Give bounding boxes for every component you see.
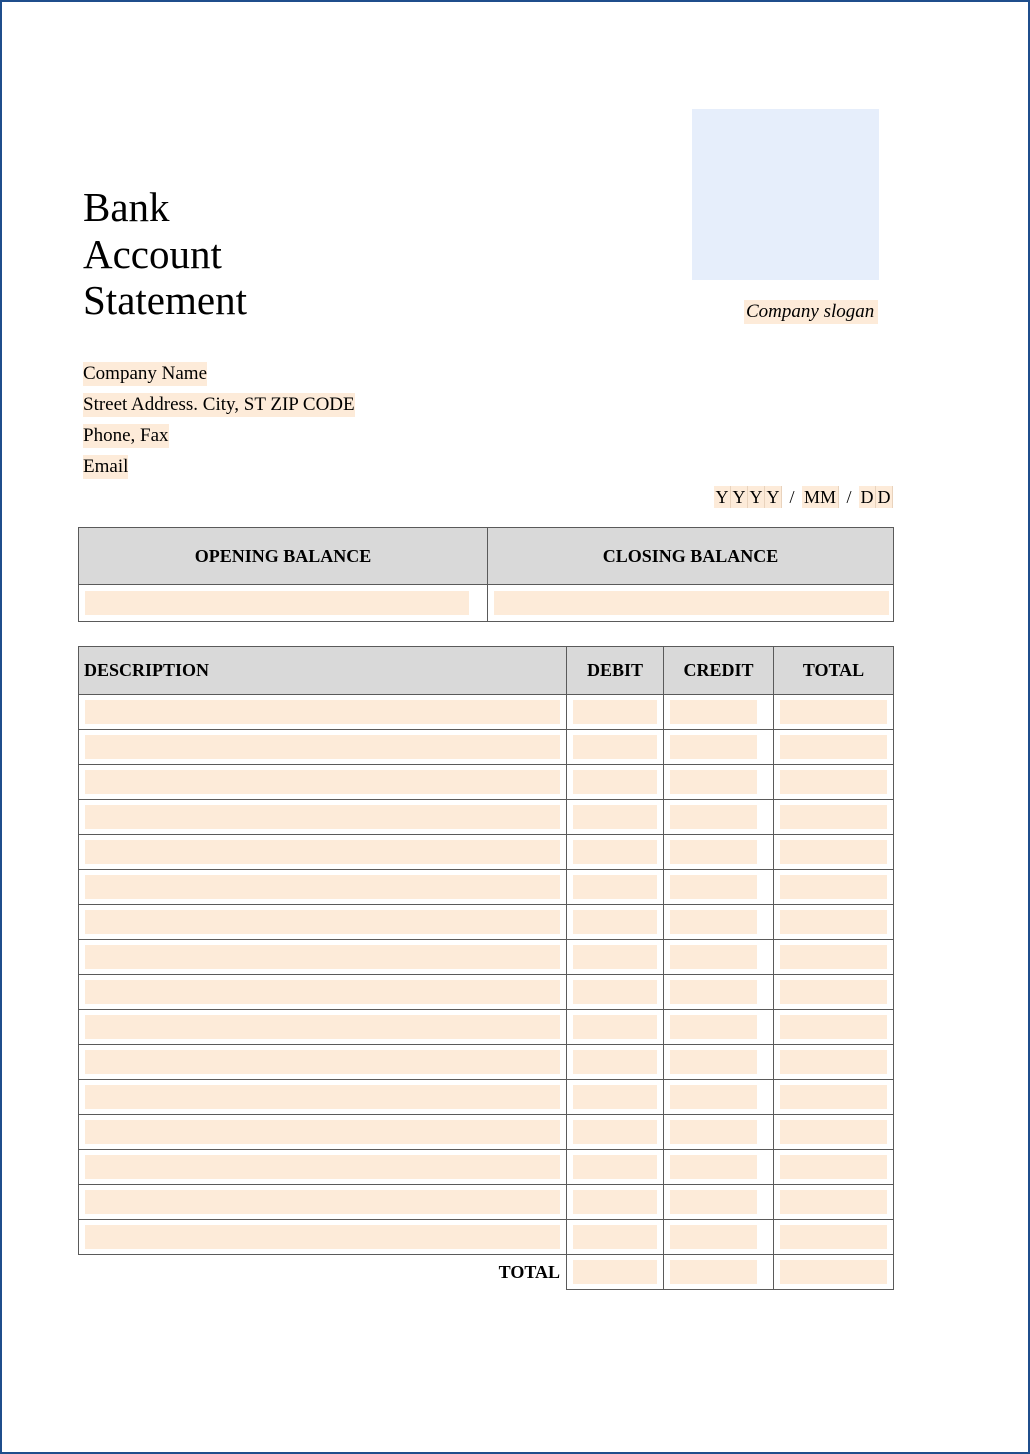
- closing-balance-input[interactable]: [494, 591, 889, 615]
- opening-balance-input[interactable]: [85, 591, 469, 615]
- credit-cell[interactable]: [664, 940, 774, 975]
- total-cell[interactable]: [774, 1150, 894, 1185]
- table-row: [79, 1150, 894, 1185]
- description-input[interactable]: [85, 1050, 560, 1074]
- credit-cell[interactable]: [664, 1045, 774, 1080]
- table-row: [79, 695, 894, 730]
- debit-cell[interactable]: [567, 1185, 664, 1220]
- credit-input[interactable]: [670, 980, 757, 1004]
- credit-cell[interactable]: [664, 1080, 774, 1115]
- credit-cell[interactable]: [664, 1220, 774, 1255]
- total-cell[interactable]: [774, 695, 894, 730]
- total-input[interactable]: [780, 805, 887, 829]
- company-slogan[interactable]: Company slogan: [744, 300, 878, 324]
- credit-input[interactable]: [670, 1120, 757, 1144]
- debit-cell[interactable]: [567, 695, 664, 730]
- credit-cell[interactable]: [664, 695, 774, 730]
- description-cell[interactable]: [79, 975, 567, 1010]
- transactions-body: [79, 695, 894, 1255]
- date-char[interactable]: Y: [748, 486, 765, 508]
- total-input[interactable]: [780, 1155, 887, 1179]
- total-cell[interactable]: [774, 1220, 894, 1255]
- total-cell[interactable]: [774, 1185, 894, 1220]
- credit-input[interactable]: [670, 805, 757, 829]
- description-input[interactable]: [85, 1190, 560, 1214]
- total-credit-input[interactable]: [670, 1260, 757, 1284]
- total-label: TOTAL: [498, 1261, 560, 1282]
- total-total-cell[interactable]: [774, 1255, 894, 1290]
- total-cell[interactable]: [774, 1115, 894, 1150]
- date-char[interactable]: D: [876, 486, 893, 508]
- total-input[interactable]: [780, 1050, 887, 1074]
- company-name-field[interactable]: Company Name: [83, 363, 208, 384]
- debit-cell[interactable]: [567, 800, 664, 835]
- debit-input[interactable]: [573, 1225, 657, 1249]
- description-cell[interactable]: [79, 695, 567, 730]
- description-input[interactable]: [85, 1120, 560, 1144]
- credit-input[interactable]: [670, 1190, 757, 1214]
- debit-input[interactable]: [573, 735, 657, 759]
- debit-cell[interactable]: [567, 835, 664, 870]
- description-cell[interactable]: [79, 1185, 567, 1220]
- description-input[interactable]: [85, 910, 560, 934]
- description-cell[interactable]: [79, 800, 567, 835]
- total-input[interactable]: [780, 910, 887, 934]
- description-input[interactable]: [85, 980, 560, 1004]
- description-input[interactable]: [85, 735, 560, 759]
- credit-cell[interactable]: [664, 1010, 774, 1045]
- debit-input[interactable]: [573, 1050, 657, 1074]
- total-input[interactable]: [780, 980, 887, 1004]
- credit-input[interactable]: [670, 770, 757, 794]
- debit-header: DEBIT: [567, 647, 664, 695]
- table-row: [79, 835, 894, 870]
- description-header: DESCRIPTION: [79, 647, 567, 695]
- table-row: [79, 800, 894, 835]
- description-cell[interactable]: [79, 905, 567, 940]
- credit-input[interactable]: [670, 1085, 757, 1109]
- phone-fax-field[interactable]: Phone, Fax: [83, 425, 169, 446]
- debit-input[interactable]: [573, 840, 657, 864]
- date-char[interactable]: Y: [731, 486, 748, 508]
- description-input[interactable]: [85, 805, 560, 829]
- total-input[interactable]: [780, 770, 887, 794]
- date-separator: /: [782, 486, 802, 508]
- table-row: [79, 975, 894, 1010]
- description-cell[interactable]: [79, 1115, 567, 1150]
- credit-input[interactable]: [670, 840, 757, 864]
- date-char[interactable]: Y: [765, 486, 782, 508]
- description-input[interactable]: [85, 840, 560, 864]
- table-row: [79, 1185, 894, 1220]
- debit-input[interactable]: [573, 805, 657, 829]
- total-debit-cell[interactable]: [567, 1255, 664, 1290]
- credit-cell[interactable]: [664, 730, 774, 765]
- debit-input[interactable]: [573, 945, 657, 969]
- description-input[interactable]: [85, 700, 560, 724]
- total-input[interactable]: [780, 700, 887, 724]
- table-row: [79, 765, 894, 800]
- address-field[interactable]: Street Address. City, ST ZIP CODE: [83, 394, 355, 415]
- description-cell[interactable]: [79, 730, 567, 765]
- total-input[interactable]: [780, 1085, 887, 1109]
- total-credit-cell[interactable]: [664, 1255, 774, 1290]
- debit-cell[interactable]: [567, 940, 664, 975]
- table-row: [79, 870, 894, 905]
- date-field[interactable]: [714, 486, 893, 508]
- credit-input[interactable]: [670, 1155, 757, 1179]
- debit-cell[interactable]: [567, 975, 664, 1010]
- table-row: [79, 1010, 894, 1045]
- total-cell[interactable]: [774, 800, 894, 835]
- table-row: [79, 1220, 894, 1255]
- total-cell[interactable]: [774, 975, 894, 1010]
- credit-header: CREDIT: [664, 647, 774, 695]
- credit-input[interactable]: [670, 1225, 757, 1249]
- total-total-input[interactable]: [780, 1260, 887, 1284]
- balance-table: [78, 527, 894, 622]
- logo-placeholder[interactable]: [692, 109, 879, 280]
- total-input[interactable]: [780, 1015, 887, 1039]
- debit-input[interactable]: [573, 700, 657, 724]
- debit-cell[interactable]: [567, 1115, 664, 1150]
- date-separator: /: [839, 486, 859, 508]
- total-input[interactable]: [780, 840, 887, 864]
- credit-cell[interactable]: [664, 975, 774, 1010]
- description-input[interactable]: [85, 1225, 560, 1249]
- total-cell[interactable]: [774, 870, 894, 905]
- credit-input[interactable]: [670, 875, 757, 899]
- description-cell[interactable]: [79, 1220, 567, 1255]
- debit-cell[interactable]: [567, 1010, 664, 1045]
- debit-cell[interactable]: [567, 730, 664, 765]
- description-cell[interactable]: [79, 835, 567, 870]
- debit-input[interactable]: [573, 1120, 657, 1144]
- credit-cell[interactable]: [664, 1150, 774, 1185]
- total-input[interactable]: [780, 1225, 887, 1249]
- description-input[interactable]: [85, 770, 560, 794]
- description-input[interactable]: [85, 1155, 560, 1179]
- description-input[interactable]: [85, 1085, 560, 1109]
- credit-cell[interactable]: [664, 870, 774, 905]
- description-input[interactable]: [85, 1015, 560, 1039]
- debit-input[interactable]: [573, 1190, 657, 1214]
- opening-balance-cell[interactable]: [79, 585, 488, 622]
- debit-cell[interactable]: [567, 765, 664, 800]
- debit-input[interactable]: [573, 980, 657, 1004]
- debit-cell[interactable]: [567, 1045, 664, 1080]
- debit-cell[interactable]: [567, 905, 664, 940]
- closing-balance-header: CLOSING BALANCE: [488, 528, 894, 585]
- description-cell[interactable]: [79, 765, 567, 800]
- total-cell[interactable]: [774, 1045, 894, 1080]
- date-char[interactable]: MM: [802, 486, 839, 508]
- credit-cell[interactable]: [664, 835, 774, 870]
- page-title: [83, 184, 247, 324]
- description-input[interactable]: [85, 945, 560, 969]
- table-row: [79, 730, 894, 765]
- credit-cell[interactable]: [664, 800, 774, 835]
- description-cell[interactable]: [79, 1150, 567, 1185]
- credit-input[interactable]: [670, 1050, 757, 1074]
- credit-cell[interactable]: [664, 1185, 774, 1220]
- credit-input[interactable]: [670, 945, 757, 969]
- total-cell[interactable]: [774, 1010, 894, 1045]
- total-cell[interactable]: [774, 835, 894, 870]
- table-row: [79, 1080, 894, 1115]
- total-cell[interactable]: [774, 905, 894, 940]
- total-input[interactable]: [780, 875, 887, 899]
- table-row: [79, 905, 894, 940]
- total-input[interactable]: [780, 945, 887, 969]
- description-cell[interactable]: [79, 1080, 567, 1115]
- description-input[interactable]: [85, 875, 560, 899]
- credit-input[interactable]: [670, 910, 757, 934]
- total-cell[interactable]: [774, 1080, 894, 1115]
- debit-input[interactable]: [573, 910, 657, 934]
- total-cell[interactable]: [774, 730, 894, 765]
- date-char[interactable]: D: [859, 486, 876, 508]
- credit-input[interactable]: [670, 1015, 757, 1039]
- total-input[interactable]: [780, 1120, 887, 1144]
- total-header: TOTAL: [774, 647, 894, 695]
- debit-input[interactable]: [573, 770, 657, 794]
- total-input[interactable]: [780, 735, 887, 759]
- debit-cell[interactable]: [567, 1220, 664, 1255]
- debit-cell[interactable]: [567, 1150, 664, 1185]
- credit-cell[interactable]: [664, 765, 774, 800]
- debit-cell[interactable]: [567, 870, 664, 905]
- credit-cell[interactable]: [664, 1115, 774, 1150]
- debit-input[interactable]: [573, 1015, 657, 1039]
- title-line: Bank: [83, 184, 170, 230]
- title-line: Statement: [83, 277, 247, 323]
- total-cell[interactable]: [774, 940, 894, 975]
- transactions-table: [78, 646, 894, 1290]
- debit-input[interactable]: [573, 875, 657, 899]
- total-input[interactable]: [780, 1190, 887, 1214]
- date-char[interactable]: Y: [714, 486, 731, 508]
- debit-cell[interactable]: [567, 1080, 664, 1115]
- table-row: [79, 1115, 894, 1150]
- table-row: [79, 1045, 894, 1080]
- description-cell[interactable]: [79, 870, 567, 905]
- description-cell[interactable]: [79, 1010, 567, 1045]
- table-row: [79, 940, 894, 975]
- closing-balance-cell[interactable]: [488, 585, 894, 622]
- description-cell[interactable]: [79, 940, 567, 975]
- total-debit-input[interactable]: [573, 1260, 657, 1284]
- debit-input[interactable]: [573, 1085, 657, 1109]
- title-line: Account: [83, 230, 222, 277]
- credit-cell[interactable]: [664, 905, 774, 940]
- credit-input[interactable]: [670, 700, 757, 724]
- description-cell[interactable]: [79, 1045, 567, 1080]
- total-cell[interactable]: [774, 765, 894, 800]
- email-field[interactable]: Email: [83, 456, 129, 477]
- credit-input[interactable]: [670, 735, 757, 759]
- debit-input[interactable]: [573, 1155, 657, 1179]
- opening-balance-header: OPENING BALANCE: [79, 528, 488, 585]
